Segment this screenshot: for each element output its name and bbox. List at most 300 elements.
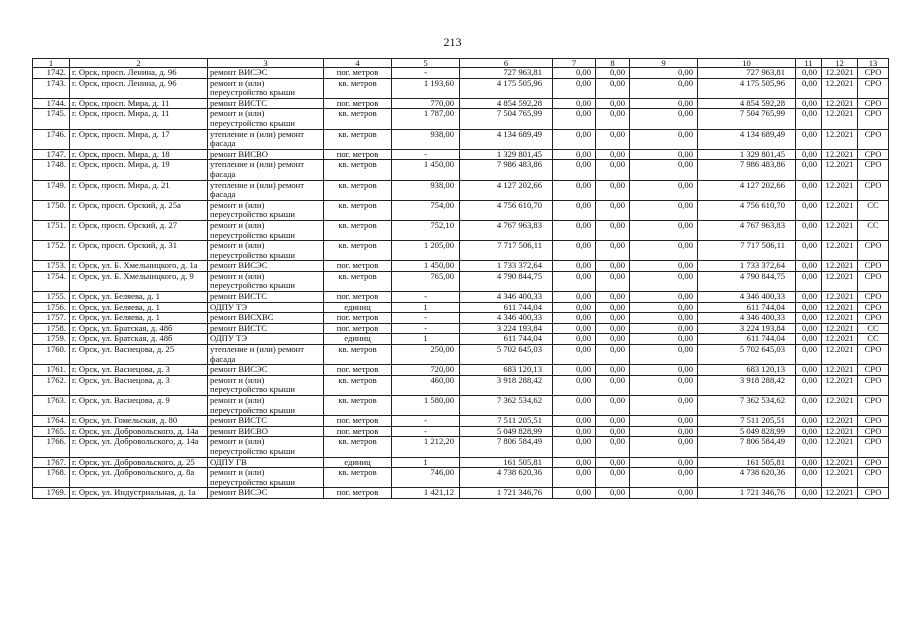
cost-col11-cell: 0,00 bbox=[796, 468, 822, 488]
work-type-cell: ОДПУ ГВ bbox=[208, 457, 324, 468]
row-number: 1766. bbox=[33, 437, 70, 457]
work-type-cell: ремонт и (или) переустройство крыши bbox=[208, 396, 324, 416]
fund-type-cell: СРО bbox=[858, 365, 889, 376]
cost-col9-cell: 0,00 bbox=[630, 160, 698, 180]
cost-col11-cell: 0,00 bbox=[796, 302, 822, 313]
work-type-cell: ремонт и (или) переустройство крыши bbox=[208, 200, 324, 220]
cost-col9-cell: 0,00 bbox=[630, 396, 698, 416]
total-cost-cell: 4 346 400,33 bbox=[460, 313, 553, 324]
fund-cost-cell: 4 756 610,70 bbox=[698, 200, 796, 220]
cost-col11-cell: 0,00 bbox=[796, 160, 822, 180]
table-row bbox=[33, 98, 889, 109]
work-type-cell: ремонт и (или) переустройство крыши bbox=[208, 468, 324, 488]
row-number: 1752. bbox=[33, 241, 70, 261]
address-cell: г. Орск, ул. Братская, д. 48б bbox=[70, 323, 208, 334]
quantity-cell: 1 450,00 bbox=[392, 160, 460, 180]
unit-cell: кв. метров bbox=[324, 396, 392, 416]
work-type-cell: утепление и (или) ремонт фасада bbox=[208, 180, 324, 200]
quantity-cell: - bbox=[392, 313, 460, 324]
fund-cost-cell: 7 717 506,11 bbox=[698, 241, 796, 261]
cost-col8-cell: 0,00 bbox=[596, 109, 630, 129]
fund-cost-cell: 5 702 645,03 bbox=[698, 345, 796, 365]
cost-col11-cell: 0,00 bbox=[796, 426, 822, 437]
fund-cost-cell: 5 049 828,99 bbox=[698, 426, 796, 437]
cost-col8-cell: 0,00 bbox=[596, 313, 630, 324]
cost-col7-cell: 0,00 bbox=[553, 365, 596, 376]
address-cell: г. Орск, ул. Васнецова, д. 3 bbox=[70, 365, 208, 376]
quantity-cell: 770,00 bbox=[392, 98, 460, 109]
column-number-header: 2 bbox=[70, 59, 208, 68]
unit-cell: пог. метров bbox=[324, 416, 392, 427]
cost-col7-cell: 0,00 bbox=[553, 426, 596, 437]
total-cost-cell: 4 756 610,70 bbox=[460, 200, 553, 220]
address-cell: г. Орск, просп. Орский, д. 27 bbox=[70, 220, 208, 240]
cost-col11-cell: 0,00 bbox=[796, 271, 822, 291]
cost-col7-cell: 0,00 bbox=[553, 160, 596, 180]
table-row bbox=[33, 271, 889, 291]
fund-type-cell: СРО bbox=[858, 437, 889, 457]
total-cost-cell: 1 329 801,45 bbox=[460, 149, 553, 160]
cost-col9-cell: 0,00 bbox=[630, 149, 698, 160]
deadline-cell: 12.2021 bbox=[822, 160, 858, 180]
fund-type-cell: СРО bbox=[858, 426, 889, 437]
deadline-cell: 12.2021 bbox=[822, 437, 858, 457]
cost-col9-cell: 0,00 bbox=[630, 365, 698, 376]
cost-col8-cell: 0,00 bbox=[596, 220, 630, 240]
work-type-cell: ремонт ВИСВО bbox=[208, 426, 324, 437]
work-type-cell: ремонт ВИСТС bbox=[208, 98, 324, 109]
cost-col8-cell: 0,00 bbox=[596, 292, 630, 303]
cost-col9-cell: 0,00 bbox=[630, 488, 698, 499]
cost-col7-cell: 0,00 bbox=[553, 149, 596, 160]
cost-col8-cell: 0,00 bbox=[596, 468, 630, 488]
cost-col11-cell: 0,00 bbox=[796, 416, 822, 427]
row-number: 1758. bbox=[33, 323, 70, 334]
cost-col8-cell: 0,00 bbox=[596, 302, 630, 313]
quantity-cell: - bbox=[392, 292, 460, 303]
row-number: 1751. bbox=[33, 220, 70, 240]
unit-cell: кв. метров bbox=[324, 468, 392, 488]
row-number: 1750. bbox=[33, 200, 70, 220]
row-number: 1765. bbox=[33, 426, 70, 437]
cost-col9-cell: 0,00 bbox=[630, 468, 698, 488]
cost-col11-cell: 0,00 bbox=[796, 365, 822, 376]
row-number: 1745. bbox=[33, 109, 70, 129]
work-type-cell: ремонт ВИСТС bbox=[208, 292, 324, 303]
fund-cost-cell: 161 505,81 bbox=[698, 457, 796, 468]
work-type-cell: ремонт ВИСЭС bbox=[208, 365, 324, 376]
cost-col11-cell: 0,00 bbox=[796, 220, 822, 240]
column-number-header: 8 bbox=[596, 59, 630, 68]
cost-col7-cell: 0,00 bbox=[553, 334, 596, 345]
table-row bbox=[33, 375, 889, 395]
fund-type-cell: СРО bbox=[858, 468, 889, 488]
address-cell: г. Орск, ул. Добровольского, д. 25 bbox=[70, 457, 208, 468]
unit-cell: кв. метров bbox=[324, 345, 392, 365]
total-cost-cell: 5 049 828,99 bbox=[460, 426, 553, 437]
total-cost-cell: 611 744,04 bbox=[460, 334, 553, 345]
deadline-cell: 12.2021 bbox=[822, 271, 858, 291]
deadline-cell: 12.2021 bbox=[822, 323, 858, 334]
deadline-cell: 12.2021 bbox=[822, 375, 858, 395]
address-cell: г. Орск, ул. Добровольского, д. 14а bbox=[70, 437, 208, 457]
work-type-cell: ремонт ВИСВО bbox=[208, 149, 324, 160]
cost-col9-cell: 0,00 bbox=[630, 302, 698, 313]
unit-cell: кв. метров bbox=[324, 109, 392, 129]
column-number-header: 11 bbox=[796, 59, 822, 68]
deadline-cell: 12.2021 bbox=[822, 365, 858, 376]
quantity-cell: 765,00 bbox=[392, 271, 460, 291]
address-cell: г. Орск, просп. Орский, д. 25а bbox=[70, 200, 208, 220]
table-row bbox=[33, 160, 889, 180]
quantity-cell: 1 bbox=[392, 334, 460, 345]
cost-col8-cell: 0,00 bbox=[596, 488, 630, 499]
total-cost-cell: 727 963,81 bbox=[460, 68, 553, 79]
cost-col8-cell: 0,00 bbox=[596, 437, 630, 457]
fund-type-cell: СС bbox=[858, 220, 889, 240]
cost-col11-cell: 0,00 bbox=[796, 261, 822, 272]
total-cost-cell: 4 738 620,36 bbox=[460, 468, 553, 488]
total-cost-cell: 4 134 689,49 bbox=[460, 129, 553, 149]
fund-type-cell: СРО bbox=[858, 396, 889, 416]
unit-cell: единиц bbox=[324, 334, 392, 345]
fund-cost-cell: 4 127 202,66 bbox=[698, 180, 796, 200]
table-row bbox=[33, 149, 889, 160]
fund-type-cell: СРО bbox=[858, 375, 889, 395]
fund-cost-cell: 4 346 400,33 bbox=[698, 313, 796, 324]
column-number-header: 12 bbox=[822, 59, 858, 68]
table-body bbox=[33, 68, 889, 499]
unit-cell: пог. метров bbox=[324, 292, 392, 303]
quantity-cell: 250,00 bbox=[392, 345, 460, 365]
row-number: 1744. bbox=[33, 98, 70, 109]
deadline-cell: 12.2021 bbox=[822, 468, 858, 488]
fund-cost-cell: 4 767 963,83 bbox=[698, 220, 796, 240]
unit-cell: пог. метров bbox=[324, 149, 392, 160]
address-cell: г. Орск, просп. Мира, д. 17 bbox=[70, 129, 208, 149]
cost-col8-cell: 0,00 bbox=[596, 457, 630, 468]
address-cell: г. Орск, ул. Добровольского, д. 8а bbox=[70, 468, 208, 488]
quantity-cell: 938,00 bbox=[392, 180, 460, 200]
deadline-cell: 12.2021 bbox=[822, 68, 858, 79]
work-type-cell: ремонт и (или) переустройство крыши bbox=[208, 220, 324, 240]
fund-cost-cell: 4 134 689,49 bbox=[698, 129, 796, 149]
address-cell: г. Орск, ул. Б. Хмельницкого, д. 9 bbox=[70, 271, 208, 291]
table-row bbox=[33, 292, 889, 303]
quantity-cell: 752,10 bbox=[392, 220, 460, 240]
work-type-cell: утепление и (или) ремонт фасада bbox=[208, 129, 324, 149]
column-number-header: 6 bbox=[460, 59, 553, 68]
cost-col8-cell: 0,00 bbox=[596, 271, 630, 291]
cost-col7-cell: 0,00 bbox=[553, 396, 596, 416]
cost-col9-cell: 0,00 bbox=[630, 323, 698, 334]
total-cost-cell: 3 918 288,42 bbox=[460, 375, 553, 395]
column-number-header: 9 bbox=[630, 59, 698, 68]
fund-cost-cell: 4 854 592,28 bbox=[698, 98, 796, 109]
fund-cost-cell: 611 744,04 bbox=[698, 302, 796, 313]
cost-col9-cell: 0,00 bbox=[630, 426, 698, 437]
cost-col9-cell: 0,00 bbox=[630, 416, 698, 427]
fund-type-cell: СРО bbox=[858, 271, 889, 291]
deadline-cell: 12.2021 bbox=[822, 334, 858, 345]
deadline-cell: 12.2021 bbox=[822, 149, 858, 160]
cost-col7-cell: 0,00 bbox=[553, 488, 596, 499]
fund-type-cell: СРО bbox=[858, 78, 889, 98]
cost-col8-cell: 0,00 bbox=[596, 180, 630, 200]
fund-type-cell: СРО bbox=[858, 109, 889, 129]
cost-col7-cell: 0,00 bbox=[553, 345, 596, 365]
cost-col11-cell: 0,00 bbox=[796, 345, 822, 365]
table-row bbox=[33, 457, 889, 468]
cost-col8-cell: 0,00 bbox=[596, 160, 630, 180]
fund-type-cell: СРО bbox=[858, 180, 889, 200]
deadline-cell: 12.2021 bbox=[822, 302, 858, 313]
quantity-cell: 1 212,20 bbox=[392, 437, 460, 457]
table-row bbox=[33, 365, 889, 376]
unit-cell: пог. метров bbox=[324, 313, 392, 324]
cost-col7-cell: 0,00 bbox=[553, 271, 596, 291]
column-number-header: 7 bbox=[553, 59, 596, 68]
cost-col11-cell: 0,00 bbox=[796, 396, 822, 416]
cost-col9-cell: 0,00 bbox=[630, 313, 698, 324]
table-row bbox=[33, 180, 889, 200]
address-cell: г. Орск, ул. Беляева, д. 1 bbox=[70, 313, 208, 324]
quantity-cell: 1 193,60 bbox=[392, 78, 460, 98]
cost-col8-cell: 0,00 bbox=[596, 261, 630, 272]
fund-type-cell: СРО bbox=[858, 302, 889, 313]
deadline-cell: 12.2021 bbox=[822, 78, 858, 98]
work-type-cell: ремонт ВИСХВС bbox=[208, 313, 324, 324]
address-cell: г. Орск, просп. Орский, д. 31 bbox=[70, 241, 208, 261]
total-cost-cell: 4 854 592,28 bbox=[460, 98, 553, 109]
cost-col9-cell: 0,00 bbox=[630, 68, 698, 79]
cost-col11-cell: 0,00 bbox=[796, 457, 822, 468]
unit-cell: пог. метров bbox=[324, 98, 392, 109]
row-number: 1764. bbox=[33, 416, 70, 427]
fund-cost-cell: 1 733 372,64 bbox=[698, 261, 796, 272]
quantity-cell: 1 bbox=[392, 457, 460, 468]
work-type-cell: ОДПУ ТЭ bbox=[208, 302, 324, 313]
address-cell: г. Орск, ул. Б. Хмельницкого, д. 1а bbox=[70, 261, 208, 272]
address-cell: г. Орск, ул. Гомельская, д. 80 bbox=[70, 416, 208, 427]
quantity-cell: 1 580,00 bbox=[392, 396, 460, 416]
total-cost-cell: 5 702 645,03 bbox=[460, 345, 553, 365]
column-number-header: 10 bbox=[698, 59, 796, 68]
cost-col11-cell: 0,00 bbox=[796, 149, 822, 160]
cost-col11-cell: 0,00 bbox=[796, 109, 822, 129]
column-number-header: 4 bbox=[324, 59, 392, 68]
fund-type-cell: СРО bbox=[858, 149, 889, 160]
cost-col7-cell: 0,00 bbox=[553, 220, 596, 240]
column-number-header: 1 bbox=[33, 59, 70, 68]
cost-col8-cell: 0,00 bbox=[596, 323, 630, 334]
row-number: 1749. bbox=[33, 180, 70, 200]
row-number: 1761. bbox=[33, 365, 70, 376]
quantity-cell: 1 450,00 bbox=[392, 261, 460, 272]
fund-type-cell: СРО bbox=[858, 261, 889, 272]
fund-cost-cell: 3 918 288,42 bbox=[698, 375, 796, 395]
cost-col7-cell: 0,00 bbox=[553, 98, 596, 109]
cost-col9-cell: 0,00 bbox=[630, 437, 698, 457]
fund-type-cell: СРО bbox=[858, 241, 889, 261]
table-row bbox=[33, 78, 889, 98]
quantity-cell: 1 421,12 bbox=[392, 488, 460, 499]
column-number-header: 3 bbox=[208, 59, 324, 68]
row-number: 1756. bbox=[33, 302, 70, 313]
column-number-header: 13 bbox=[858, 59, 889, 68]
cost-col9-cell: 0,00 bbox=[630, 375, 698, 395]
deadline-cell: 12.2021 bbox=[822, 313, 858, 324]
row-number: 1747. bbox=[33, 149, 70, 160]
cost-col11-cell: 0,00 bbox=[796, 68, 822, 79]
unit-cell: пог. метров bbox=[324, 488, 392, 499]
table-row bbox=[33, 426, 889, 437]
cost-col9-cell: 0,00 bbox=[630, 109, 698, 129]
address-cell: г. Орск, ул. Добровольского, д. 14а bbox=[70, 426, 208, 437]
deadline-cell: 12.2021 bbox=[822, 396, 858, 416]
cost-col11-cell: 0,00 bbox=[796, 98, 822, 109]
unit-cell: кв. метров bbox=[324, 437, 392, 457]
cost-col7-cell: 0,00 bbox=[553, 78, 596, 98]
work-type-cell: ремонт ВИСТС bbox=[208, 323, 324, 334]
unit-cell: пог. метров bbox=[324, 261, 392, 272]
fund-cost-cell: 7 504 765,99 bbox=[698, 109, 796, 129]
unit-cell: кв. метров bbox=[324, 160, 392, 180]
table-row bbox=[33, 313, 889, 324]
unit-cell: кв. метров bbox=[324, 180, 392, 200]
quantity-cell: 460,00 bbox=[392, 375, 460, 395]
cost-col8-cell: 0,00 bbox=[596, 365, 630, 376]
deadline-cell: 12.2021 bbox=[822, 200, 858, 220]
cost-col8-cell: 0,00 bbox=[596, 78, 630, 98]
row-number: 1743. bbox=[33, 78, 70, 98]
total-cost-cell: 161 505,81 bbox=[460, 457, 553, 468]
quantity-cell: - bbox=[392, 68, 460, 79]
cost-col9-cell: 0,00 bbox=[630, 334, 698, 345]
deadline-cell: 12.2021 bbox=[822, 241, 858, 261]
cost-col7-cell: 0,00 bbox=[553, 292, 596, 303]
fund-cost-cell: 4 346 400,33 bbox=[698, 292, 796, 303]
cost-col7-cell: 0,00 bbox=[553, 302, 596, 313]
fund-cost-cell: 7 986 483,86 bbox=[698, 160, 796, 180]
cost-col9-cell: 0,00 bbox=[630, 457, 698, 468]
deadline-cell: 12.2021 bbox=[822, 129, 858, 149]
work-type-cell: ремонт и (или) переустройство крыши bbox=[208, 241, 324, 261]
work-type-cell: ремонт и (или) переустройство крыши bbox=[208, 78, 324, 98]
cost-col9-cell: 0,00 bbox=[630, 292, 698, 303]
cost-col11-cell: 0,00 bbox=[796, 292, 822, 303]
total-cost-cell: 4 346 400,33 bbox=[460, 292, 553, 303]
unit-cell: кв. метров bbox=[324, 220, 392, 240]
total-cost-cell: 683 120,13 bbox=[460, 365, 553, 376]
cost-col11-cell: 0,00 bbox=[796, 241, 822, 261]
total-cost-cell: 4 127 202,66 bbox=[460, 180, 553, 200]
deadline-cell: 12.2021 bbox=[822, 345, 858, 365]
deadline-cell: 12.2021 bbox=[822, 220, 858, 240]
cost-col11-cell: 0,00 bbox=[796, 78, 822, 98]
cost-col9-cell: 0,00 bbox=[630, 78, 698, 98]
cost-col11-cell: 0,00 bbox=[796, 323, 822, 334]
cost-col9-cell: 0,00 bbox=[630, 220, 698, 240]
cost-col7-cell: 0,00 bbox=[553, 241, 596, 261]
table-row bbox=[33, 302, 889, 313]
table-row bbox=[33, 416, 889, 427]
cost-col9-cell: 0,00 bbox=[630, 98, 698, 109]
quantity-cell: 1 205,00 bbox=[392, 241, 460, 261]
fund-type-cell: СРО bbox=[858, 457, 889, 468]
fund-cost-cell: 3 224 193,84 bbox=[698, 323, 796, 334]
row-number: 1767. bbox=[33, 457, 70, 468]
work-type-cell: утепление и (или) ремонт фасада bbox=[208, 160, 324, 180]
unit-cell: кв. метров bbox=[324, 78, 392, 98]
table-row bbox=[33, 200, 889, 220]
total-cost-cell: 7 504 765,99 bbox=[460, 109, 553, 129]
total-cost-cell: 1 721 346,76 bbox=[460, 488, 553, 499]
total-cost-cell: 3 224 193,84 bbox=[460, 323, 553, 334]
fund-cost-cell: 1 721 346,76 bbox=[698, 488, 796, 499]
work-type-cell: ремонт ВИСЭС bbox=[208, 488, 324, 499]
cost-col8-cell: 0,00 bbox=[596, 241, 630, 261]
table-row bbox=[33, 334, 889, 345]
address-cell: г. Орск, просп. Ленина, д. 96 bbox=[70, 68, 208, 79]
cost-col8-cell: 0,00 bbox=[596, 129, 630, 149]
cost-col9-cell: 0,00 bbox=[630, 129, 698, 149]
cost-col8-cell: 0,00 bbox=[596, 345, 630, 365]
cost-col8-cell: 0,00 bbox=[596, 149, 630, 160]
table-row bbox=[33, 468, 889, 488]
work-type-cell: ремонт ВИСТС bbox=[208, 416, 324, 427]
cost-col8-cell: 0,00 bbox=[596, 426, 630, 437]
row-number: 1760. bbox=[33, 345, 70, 365]
cost-col9-cell: 0,00 bbox=[630, 241, 698, 261]
table-row bbox=[33, 220, 889, 240]
cost-col11-cell: 0,00 bbox=[796, 437, 822, 457]
quantity-cell: 1 787,00 bbox=[392, 109, 460, 129]
deadline-cell: 12.2021 bbox=[822, 457, 858, 468]
cost-col9-cell: 0,00 bbox=[630, 261, 698, 272]
cost-col7-cell: 0,00 bbox=[553, 437, 596, 457]
fund-cost-cell: 7 511 205,51 bbox=[698, 416, 796, 427]
total-cost-cell: 7 717 506,11 bbox=[460, 241, 553, 261]
cost-col7-cell: 0,00 bbox=[553, 323, 596, 334]
cost-col11-cell: 0,00 bbox=[796, 488, 822, 499]
cost-col7-cell: 0,00 bbox=[553, 109, 596, 129]
table-row bbox=[33, 109, 889, 129]
table-row bbox=[33, 323, 889, 334]
cost-col9-cell: 0,00 bbox=[630, 200, 698, 220]
column-number-row bbox=[33, 59, 889, 68]
total-cost-cell: 7 986 483,86 bbox=[460, 160, 553, 180]
table-row bbox=[33, 396, 889, 416]
row-number: 1746. bbox=[33, 129, 70, 149]
work-type-cell: ремонт и (или) переустройство крыши bbox=[208, 437, 324, 457]
cost-col11-cell: 0,00 bbox=[796, 180, 822, 200]
address-cell: г. Орск, просп. Мира, д. 21 bbox=[70, 180, 208, 200]
fund-cost-cell: 683 120,13 bbox=[698, 365, 796, 376]
work-type-cell: ремонт и (или) переустройство крыши bbox=[208, 271, 324, 291]
row-number: 1763. bbox=[33, 396, 70, 416]
unit-cell: кв. метров bbox=[324, 271, 392, 291]
quantity-cell: 746,00 bbox=[392, 468, 460, 488]
unit-cell: единиц bbox=[324, 302, 392, 313]
cost-col7-cell: 0,00 bbox=[553, 200, 596, 220]
table-row bbox=[33, 261, 889, 272]
fund-cost-cell: 1 329 801,45 bbox=[698, 149, 796, 160]
cost-col8-cell: 0,00 bbox=[596, 68, 630, 79]
cost-col9-cell: 0,00 bbox=[630, 271, 698, 291]
deadline-cell: 12.2021 bbox=[822, 426, 858, 437]
row-number: 1753. bbox=[33, 261, 70, 272]
